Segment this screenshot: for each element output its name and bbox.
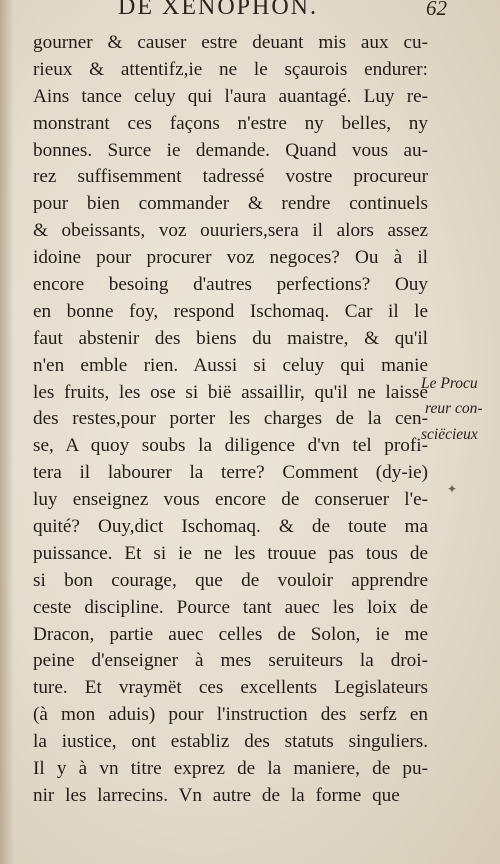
margin-note: reur con-	[425, 400, 483, 417]
text-line: (à mon aduis) pour l'instruction des serfz en	[33, 704, 428, 726]
text-line: Il y à vn titre exprez de la maniere, de pu-	[33, 758, 428, 780]
text-line: quité? Ouy,dict Ischomaq. & de toute ma	[33, 516, 428, 538]
body-text	[33, 30, 428, 810]
text-line: n'en emble rien. Aussi si celuy qui manie	[33, 354, 428, 376]
binding-gutter	[0, 0, 14, 864]
margin-note: Le Procu	[421, 375, 478, 392]
text-line: la iustice, ont establiz des statuts singuliers.	[33, 731, 428, 753]
text-line: se, A quoy soubs la diligence d'vn tel profi-	[33, 435, 428, 457]
ink-speck-icon: ✦	[447, 482, 458, 496]
text-line: rez suffisemment tadressé vostre procureur	[33, 166, 428, 188]
text-line: bonnes. Surce ie demande. Quand vous au-	[33, 139, 428, 161]
text-line: peine d'enseigner à mes seruiteurs la droi-	[33, 650, 428, 672]
text-line: faut abstenir des biens du maistre, & qu'il	[33, 327, 428, 349]
text-line: nir les larrecins. Vn autre de la forme que	[33, 784, 400, 806]
text-line: rieux & attentifz,ie ne le sçaurois endurer:	[33, 58, 428, 80]
page-number: 62	[426, 0, 447, 20]
text-line: encore besoing d'autres perfections? Ouy	[33, 274, 428, 296]
text-line: idoine pour procurer voz negoces? Ou à il	[33, 247, 428, 269]
text-line: si bon courage, que de vouloir apprendre	[33, 569, 428, 591]
text-line: les fruits, les ose si bië assaillir, qu'il ne laisse	[33, 381, 428, 403]
text-line: gourner & causer estre deuant mis aux cu-	[33, 32, 428, 53]
text-line: des restes,pour porter les charges de la cen-	[33, 408, 428, 430]
text-line: puissance. Et si ie ne les trouue pas tous de	[33, 542, 428, 564]
text-line: Ains tance celuy qui l'aura auantagé. Luy re-	[33, 85, 428, 107]
margin-note: sciëcieux	[421, 426, 478, 443]
text-line: tera il labourer la terre? Comment (dy-ie)	[33, 462, 428, 484]
text-line: luy enseignez vous encore de conseruer l'e-	[33, 489, 428, 511]
text-line: ture. Et vraymët ces excellents Legislateurs	[33, 677, 428, 699]
text-line: & obeissants, voz ouuriers,sera il alors assez	[33, 220, 428, 242]
text-line: en bonne foy, respond Ischomaq. Car il le	[33, 300, 428, 322]
text-line: monstrant ces façons n'estre ny belles, ny	[33, 112, 428, 134]
text-line: pour bien commander & rendre continuels	[33, 193, 428, 215]
text-line: Dracon, partie auec celles de Solon, ie me	[33, 623, 428, 645]
text-line: ceste discipline. Pource tant auec les loix de	[33, 596, 428, 618]
running-title: DE XENOPHON.	[118, 0, 318, 20]
